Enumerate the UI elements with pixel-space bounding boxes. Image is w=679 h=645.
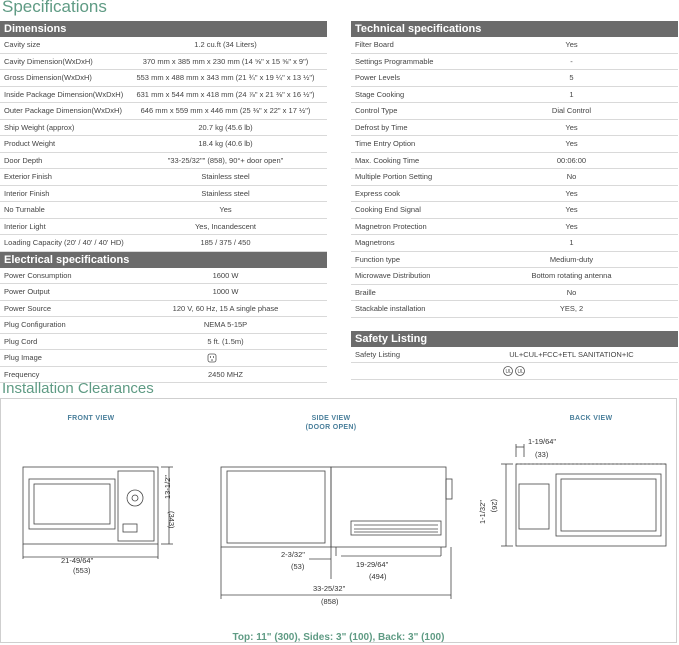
table-row: [0, 153, 327, 170]
spec-value: No: [566, 172, 577, 181]
spacer: [351, 318, 678, 331]
table-row: [0, 87, 327, 104]
page-title: Specifications: [2, 0, 107, 16]
table-row: [351, 252, 678, 269]
spec-label: Braille: [355, 287, 376, 297]
spec-value: 553 mm x 488 mm x 343 mm (21 ¾" x 19 ¼" x 13 ½"): [136, 73, 315, 82]
plug-icon: [207, 353, 217, 363]
table-row: [351, 70, 678, 87]
spec-value: 1: [569, 89, 574, 99]
table-row: [0, 186, 327, 203]
table-row: [0, 54, 327, 71]
spec-label: Microwave Distribution: [355, 271, 431, 280]
table-row: [351, 301, 678, 318]
table-row: [351, 235, 678, 252]
table-row: [0, 235, 327, 252]
spec-value: NEMA 5-15P: [203, 320, 248, 329]
right-spec-column: [351, 21, 678, 380]
table-row: [351, 268, 678, 285]
spec-value: 631 mm x 544 mm x 418 mm (24 ⅞" x 21 ⅜" x 16 ½"): [136, 89, 315, 99]
spec-value: 18.4 kg (40.6 lb): [198, 139, 253, 148]
spec-label: Power Output: [4, 287, 50, 296]
back-view-drawing: [501, 444, 666, 546]
table-row: [351, 153, 678, 170]
spec-label: Cooking End Signal: [355, 205, 421, 214]
spec-value: "33-25/32"" (858), 90°+ door open": [167, 155, 284, 165]
table-row: [0, 350, 327, 367]
table-row: [0, 284, 327, 301]
spec-value: 1000 W: [212, 287, 239, 296]
technical-table: [351, 37, 678, 318]
spec-value: Stainless steel: [201, 172, 250, 181]
spec-value: 1: [569, 238, 574, 247]
table-row: [351, 103, 678, 120]
spec-label: Max. Cooking Time: [355, 155, 420, 165]
table-row: [351, 347, 678, 364]
table-row: [0, 169, 327, 186]
table-row: [351, 87, 678, 104]
technical-heading: Technical specifications: [351, 21, 678, 37]
spec-label: No Turnable: [4, 205, 45, 214]
spec-label: Stackable installation: [355, 304, 426, 313]
table-row: [351, 202, 678, 219]
table-row: [0, 334, 327, 351]
spec-value: 370 mm x 385 mm x 230 mm (14 ⅝" x 15 ⅝" x 9"): [142, 56, 309, 66]
spec-label: Plug Cord: [4, 336, 38, 346]
spec-label: Power Levels: [355, 73, 401, 82]
spec-label: Ship Weight (approx): [4, 122, 75, 132]
table-row: [351, 219, 678, 236]
table-row: [351, 54, 678, 71]
spec-value: Yes: [219, 205, 232, 214]
clearance-footer: Top: 11" (300), Sides: 3" (100), Back: 3" (100): [232, 632, 445, 643]
side-door-mm: (53): [291, 562, 305, 571]
side-view-sublabel: (DOOR OPEN): [305, 424, 357, 431]
front-view-label: FRONT VIEW: [67, 415, 115, 422]
spec-value: 185 / 375 / 450: [200, 238, 251, 247]
table-row: [351, 120, 678, 137]
spec-value: Yes: [565, 188, 578, 198]
table-row: [0, 70, 327, 87]
spec-value: 00:06:00: [556, 155, 587, 165]
spec-value: Bottom rotating antenna: [531, 271, 612, 280]
spec-value: 2450 MHZ: [207, 369, 243, 379]
back-side-dim: 1-1/32": [478, 500, 487, 524]
spec-value: Yes: [565, 221, 578, 231]
side-total-dim: 33-25/32": [313, 584, 346, 593]
side-view-drawing: [221, 467, 452, 599]
side-depth-mm: (494): [369, 572, 387, 581]
spec-label: Cavity Dimension(WxDxH): [4, 56, 93, 66]
spec-value: Yes: [565, 40, 578, 49]
spec-value: 5 ft. (1.5m): [207, 336, 244, 346]
side-depth-dim: 19-29/64": [356, 560, 389, 569]
front-height-dim: 13-1/2": [163, 475, 172, 499]
spec-label: Magnetrons: [355, 238, 395, 247]
table-row: [0, 268, 327, 285]
spec-label: Cavity size: [4, 40, 41, 49]
spec-value: Medium-duty: [549, 254, 594, 264]
spec-value: 5: [569, 73, 574, 82]
spec-label: Power Source: [4, 303, 52, 313]
spec-label: Function type: [355, 254, 401, 264]
spec-label: Interior Light: [4, 221, 46, 231]
table-row: [351, 37, 678, 54]
installation-diagram: [0, 398, 677, 643]
spec-value: Yes: [565, 139, 578, 148]
side-view-label: SIDE VIEW: [311, 415, 351, 422]
spec-label: Stage Cooking: [355, 89, 405, 99]
table-row: [351, 136, 678, 153]
spec-value: Stainless steel: [201, 188, 250, 198]
back-top-dim: 1-19/64": [528, 437, 557, 446]
spec-label: Frequency: [4, 369, 40, 379]
table-row: [0, 301, 327, 318]
cert-marks-row: [351, 363, 678, 380]
spec-label: Control Type: [355, 106, 398, 115]
spec-value: 20.7 kg (45.6 lb): [198, 122, 253, 132]
spec-label: Magnetron Protection: [355, 221, 427, 231]
spec-value: YES, 2: [559, 304, 584, 313]
table-row: [0, 37, 327, 54]
spec-label: Outer Package Dimension(WxDxH): [4, 106, 122, 115]
spec-label: Loading Capacity (20' / 40' / 40' HD): [4, 238, 124, 247]
table-row: [0, 202, 327, 219]
spec-label: Power Consumption: [4, 270, 72, 280]
spec-value: Dial Control: [551, 106, 592, 115]
spec-label: Filter Board: [355, 40, 394, 49]
svg-text:UL: UL: [517, 369, 524, 375]
safety-heading: Safety Listing: [351, 331, 678, 347]
spec-label: Time Entry Option: [355, 139, 416, 148]
table-row: [0, 103, 327, 120]
front-view-drawing: [23, 467, 173, 559]
spec-value: Yes, Incandescent: [194, 221, 257, 231]
safety-table: [351, 347, 678, 364]
table-row: [351, 186, 678, 203]
spec-label: Inside Package Dimension(WxDxH): [4, 89, 124, 99]
spec-label: Express cook: [355, 188, 401, 198]
clearance-drawings: [1, 399, 678, 644]
table-row: [0, 136, 327, 153]
dimensions-table: [0, 37, 327, 252]
electrical-table: [0, 268, 327, 384]
electrical-heading: Electrical specifications: [0, 252, 327, 268]
spec-label: Plug Image: [4, 353, 42, 362]
spec-label: Exterior Finish: [4, 172, 52, 181]
spec-label: Door Depth: [4, 155, 43, 165]
spec-label: Interior Finish: [4, 188, 50, 198]
spec-value: Yes: [565, 122, 578, 132]
spec-value: 1.2 cu.ft (34 Liters): [194, 40, 257, 49]
spec-label: Plug Configuration: [4, 320, 66, 329]
back-view-label: BACK VIEW: [569, 415, 613, 422]
ul-cert-icon: [500, 365, 530, 377]
dimensions-heading: Dimensions: [0, 21, 327, 37]
table-row: [0, 317, 327, 334]
spec-value: 1600 W: [212, 270, 239, 280]
side-door-dim: 2-3/32": [281, 550, 305, 559]
back-side-mm: (26): [490, 499, 499, 513]
svg-text:UL: UL: [505, 369, 512, 375]
spec-value: 120 V, 60 Hz, 15 A single phase: [172, 303, 279, 313]
left-spec-column: [0, 21, 327, 383]
table-row: [0, 120, 327, 137]
spec-value: Yes: [565, 205, 578, 214]
spec-value: -: [570, 56, 573, 66]
side-total-mm: (858): [321, 597, 339, 606]
spec-label: Gross Dimension(WxDxH): [4, 73, 92, 82]
front-width-mm: (553): [73, 566, 91, 575]
spec-value: [124, 350, 327, 366]
back-top-mm: (33): [535, 450, 549, 459]
spec-value: No: [566, 287, 577, 297]
spec-value: UL+CUL+FCC+ETL SANITATION+IC: [509, 349, 634, 359]
front-height-mm: (343): [167, 511, 176, 529]
spec-label: Defrost by Time: [355, 122, 408, 132]
installation-title: Installation Clearances: [2, 380, 154, 397]
spec-value: 646 mm x 559 mm x 446 mm (25 ⅜" x 22" x 17 ½"): [140, 106, 311, 115]
spec-label: Safety Listing: [355, 349, 401, 359]
table-row: [351, 169, 678, 186]
spec-label: Product Weight: [4, 139, 56, 148]
spec-label: Multiple Portion Setting: [355, 172, 433, 181]
front-width-dim: 21-49/64": [61, 556, 94, 565]
table-row: [351, 285, 678, 302]
spec-label: Settings Programmable: [355, 56, 434, 66]
table-row: [0, 219, 327, 236]
